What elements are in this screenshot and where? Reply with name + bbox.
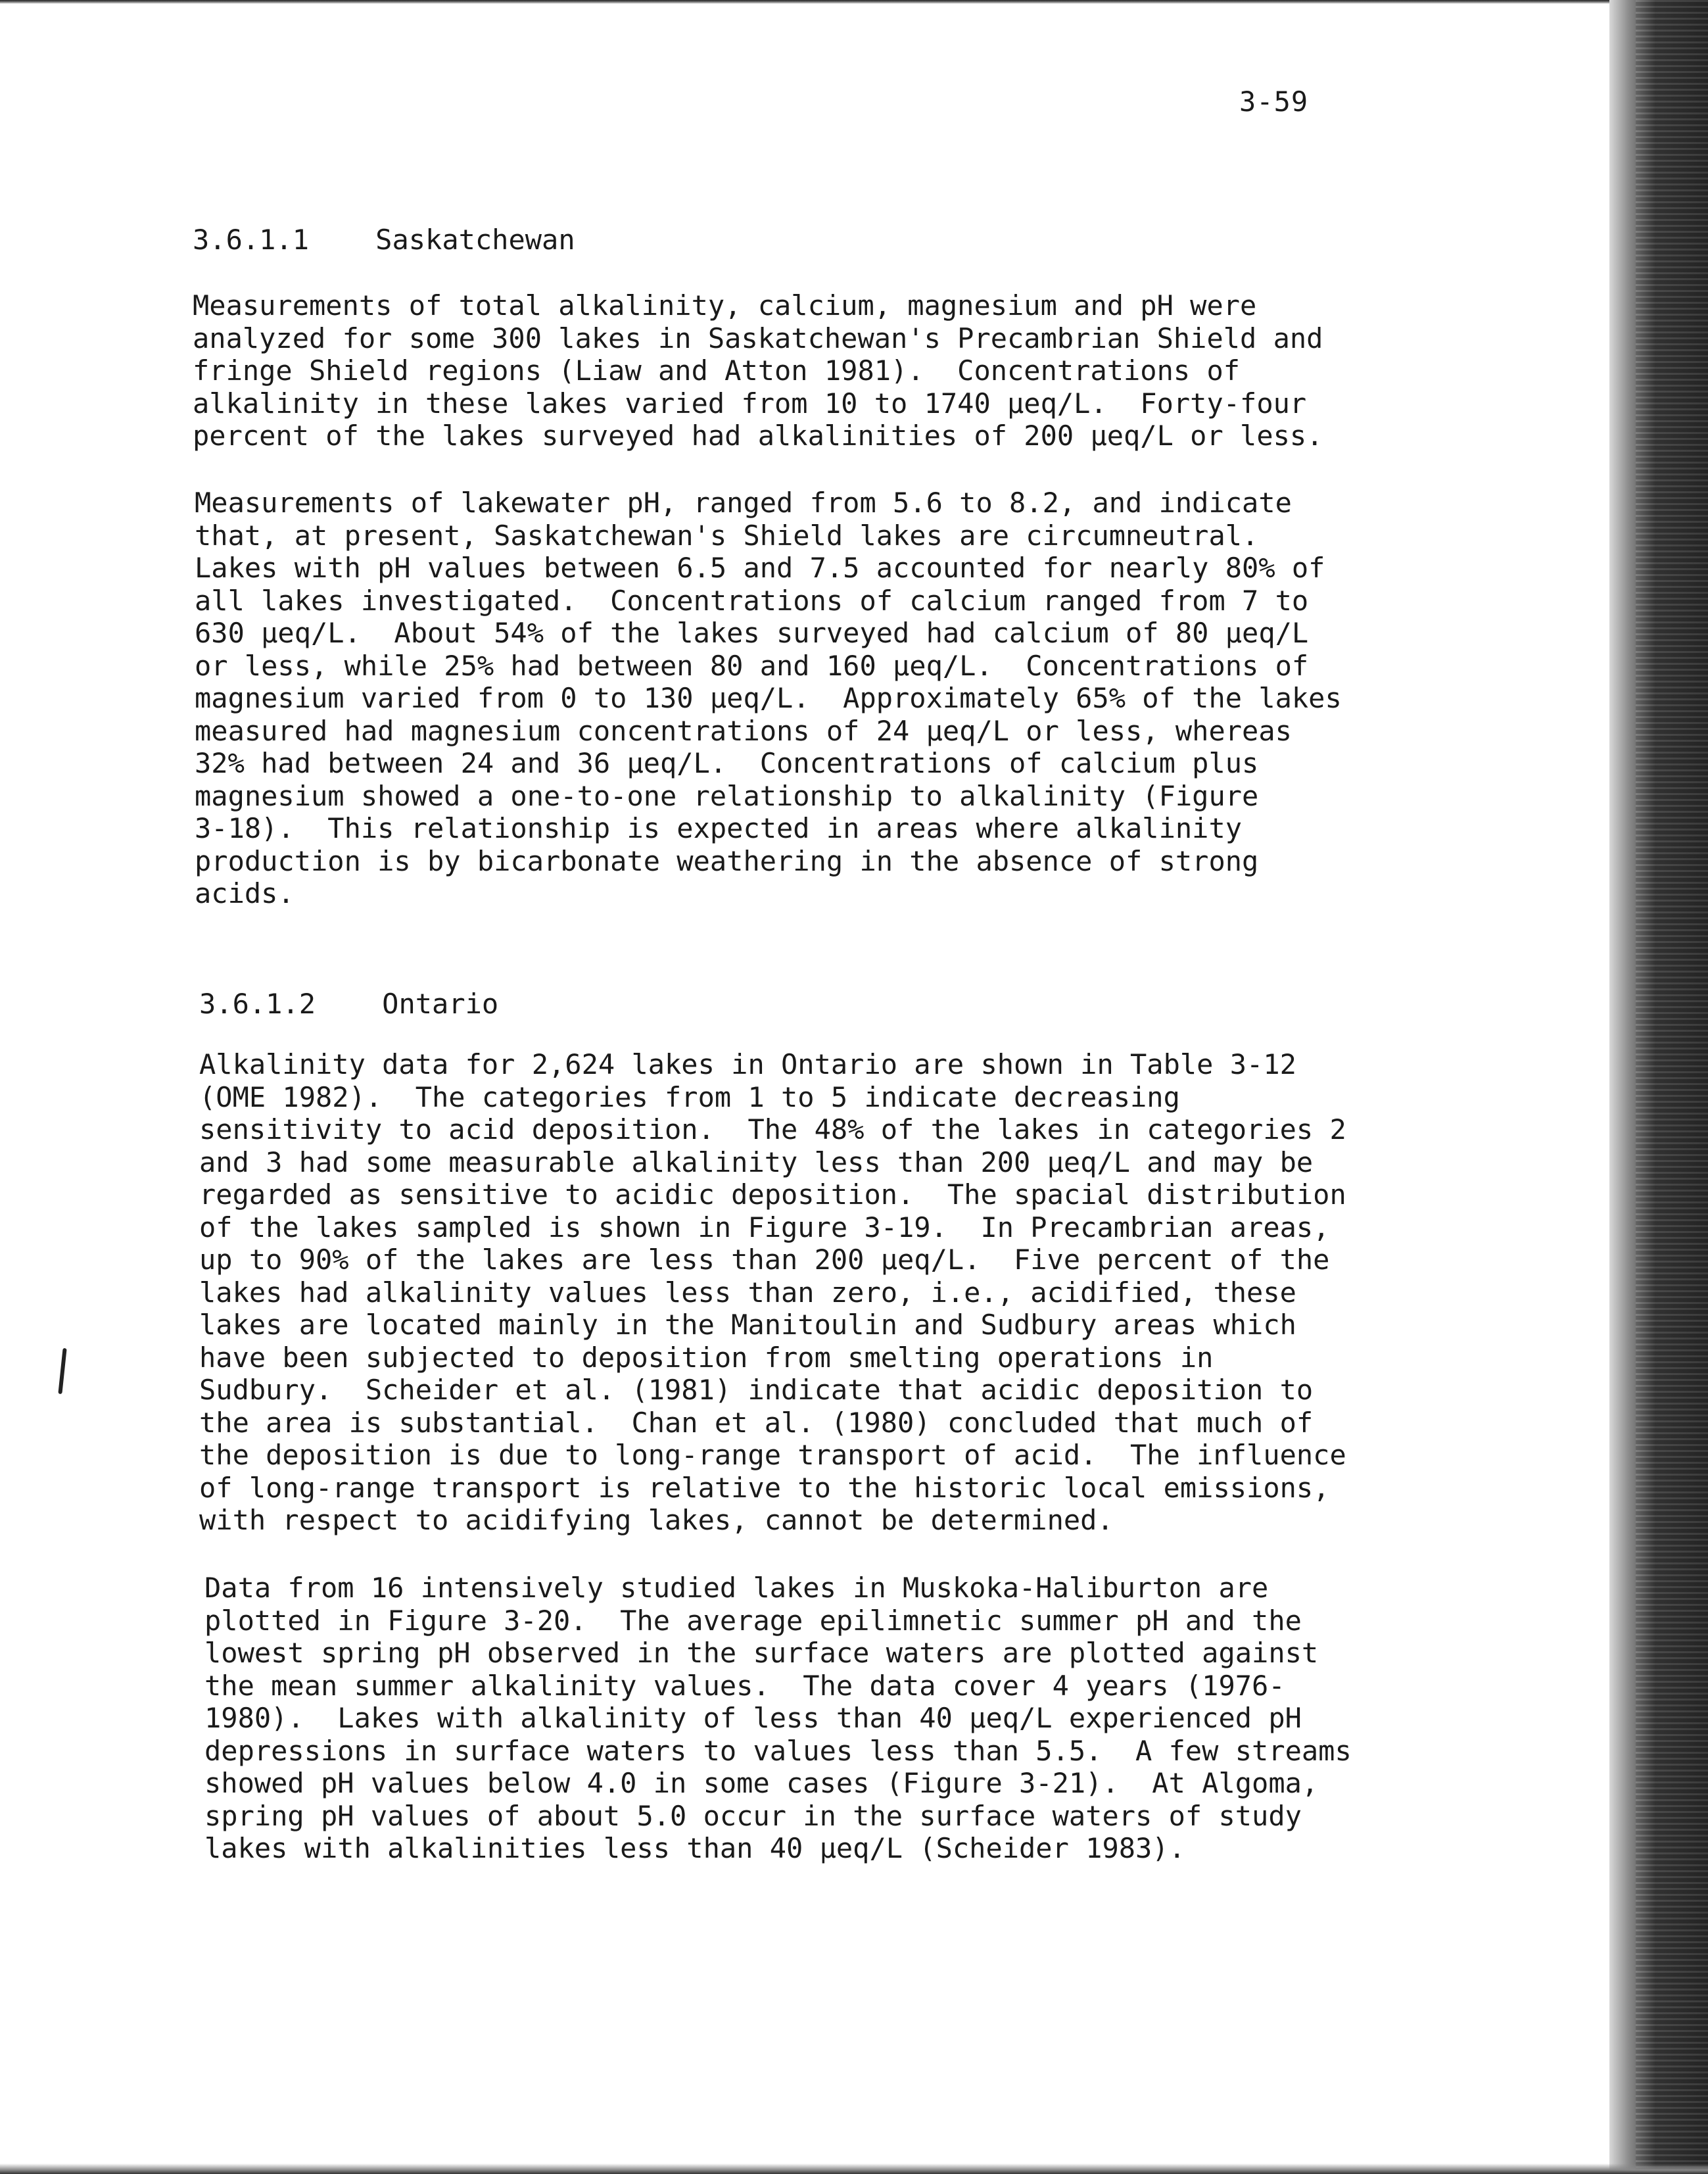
paragraph-ontario-1 [199, 1048, 1346, 1537]
text-line: measured had magnesium concentrations of 24 μeq/L or less, whereas [195, 714, 1292, 747]
text-line: of long-range transport is relative to the historic local emissions, [199, 1471, 1330, 1504]
margin-mark [58, 1348, 66, 1394]
text-line: fringe Shield regions (Liaw and Atton 1981). Concentrations of [193, 354, 1241, 387]
text-line: Alkalinity data for 2,624 lakes in Ontario are shown in Table 3-12 [199, 1048, 1296, 1080]
text-line: the mean summer alkalinity values. The data cover 4 years (1976- [204, 1669, 1285, 1702]
text-line: 1980). Lakes with alkalinity of less than 40 μeq/L experienced pH [204, 1702, 1302, 1734]
section-title: Ontario [382, 988, 499, 1020]
text-line: plotted in Figure 3-20. The average epilimnetic summer pH and the [204, 1604, 1302, 1637]
text-line: lowest spring pH observed in the surface waters are plotted against [204, 1637, 1319, 1669]
text-line: analyzed for some 300 lakes in Saskatchewan's Precambrian Shield and [193, 322, 1323, 354]
page-number: 3-59 [1239, 85, 1309, 118]
scan-right-edge-texture [1636, 0, 1708, 2174]
text-line: all lakes investigated. Concentrations of calcium ranged from 7 to [195, 584, 1309, 617]
text-line: lakes are located mainly in the Manitoulin and Sudbury areas which [199, 1309, 1296, 1341]
text-line: 630 μeq/L. About 54% of the lakes surveyed had calcium of 80 μeq/L [195, 617, 1309, 649]
paragraph-ontario-2 [204, 1572, 1352, 1865]
text-line: regarded as sensitive to acidic deposition. The spacial distribution [199, 1178, 1346, 1211]
text-line: lakes with alkalinities less than 40 μeq/L (Scheider 1983). [204, 1832, 1185, 1864]
text-line: alkalinity in these lakes varied from 10 to 1740 μeq/L. Forty-four [193, 387, 1307, 420]
text-line: the area is substantial. Chan et al. (1980) concluded that much of [199, 1406, 1314, 1439]
text-line: or less, while 25% had between 80 and 160 μeq/L. Concentrations of [195, 649, 1309, 682]
text-line: the deposition is due to long-range transport of acid. The influence [199, 1439, 1346, 1471]
text-line: that, at present, Saskatchewan's Shield lakes are circumneutral. [195, 519, 1259, 552]
text-line: acids. [195, 877, 295, 909]
text-line: (OME 1982). The categories from 1 to 5 indicate decreasing [199, 1080, 1180, 1113]
text-line: up to 90% of the lakes are less than 200 μeq/L. Five percent of the [199, 1244, 1330, 1276]
text-line: production is by bicarbonate weathering in the absence of strong [195, 844, 1259, 877]
text-line: Measurements of lakewater pH, ranged from 5.6 to 8.2, and indicate [195, 487, 1292, 519]
scan-top-edge [0, 0, 1708, 4]
text-line: Measurements of total alkalinity, calcium, magnesium and pH were [193, 289, 1257, 322]
paragraph-saskatchewan-2 [195, 487, 1342, 910]
text-line: 32% had between 24 and 36 μeq/L. Concentrations of calcium plus [195, 747, 1259, 779]
text-line: showed pH values below 4.0 in some cases (Figure 3-21). At Algoma, [204, 1767, 1319, 1799]
text-line: and 3 had some measurable alkalinity less than 200 μeq/L and may be [199, 1146, 1314, 1178]
text-line: lakes had alkalinity values less than zero, i.e., acidified, these [199, 1276, 1296, 1309]
text-line: depressions in surface waters to values less than 5.5. A few streams [204, 1734, 1352, 1767]
text-line: Data from 16 intensively studied lakes in Muskoka-Haliburton are [204, 1572, 1269, 1604]
section-number: 3.6.1.2 [199, 988, 316, 1020]
text-line: spring pH values of about 5.0 occur in the surface waters of study [204, 1799, 1302, 1832]
text-line: Sudbury. Scheider et al. (1981) indicate that acidic deposition to [199, 1374, 1314, 1406]
text-line: Lakes with pH values between 6.5 and 7.5 accounted for nearly 80% of [195, 552, 1325, 584]
section-heading-ontario [199, 988, 498, 1020]
text-line: magnesium varied from 0 to 130 μeq/L. Approximately 65% of the lakes [195, 682, 1342, 714]
text-line: have been subjected to deposition from smelting operations in [199, 1341, 1214, 1374]
section-heading-saskatchewan [193, 224, 575, 256]
text-line: sensitivity to acid deposition. The 48% of the lakes in categories 2 [199, 1113, 1346, 1146]
paragraph-saskatchewan-1 [193, 289, 1323, 452]
text-line: 3-18). This relationship is expected in areas where alkalinity [195, 812, 1243, 844]
text-line: magnesium showed a one-to-one relationship to alkalinity (Figure [195, 779, 1259, 812]
section-title: Saskatchewan [375, 224, 575, 256]
text-line: with respect to acidifying lakes, cannot be determined. [199, 1504, 1114, 1536]
text-line: of the lakes sampled is shown in Figure 3-19. In Precambrian areas, [199, 1211, 1330, 1244]
scan-bottom-edge [0, 2163, 1708, 2174]
section-number: 3.6.1.1 [193, 224, 310, 256]
text-line: percent of the lakes surveyed had alkalinities of 200 μeq/L or less. [193, 420, 1323, 452]
